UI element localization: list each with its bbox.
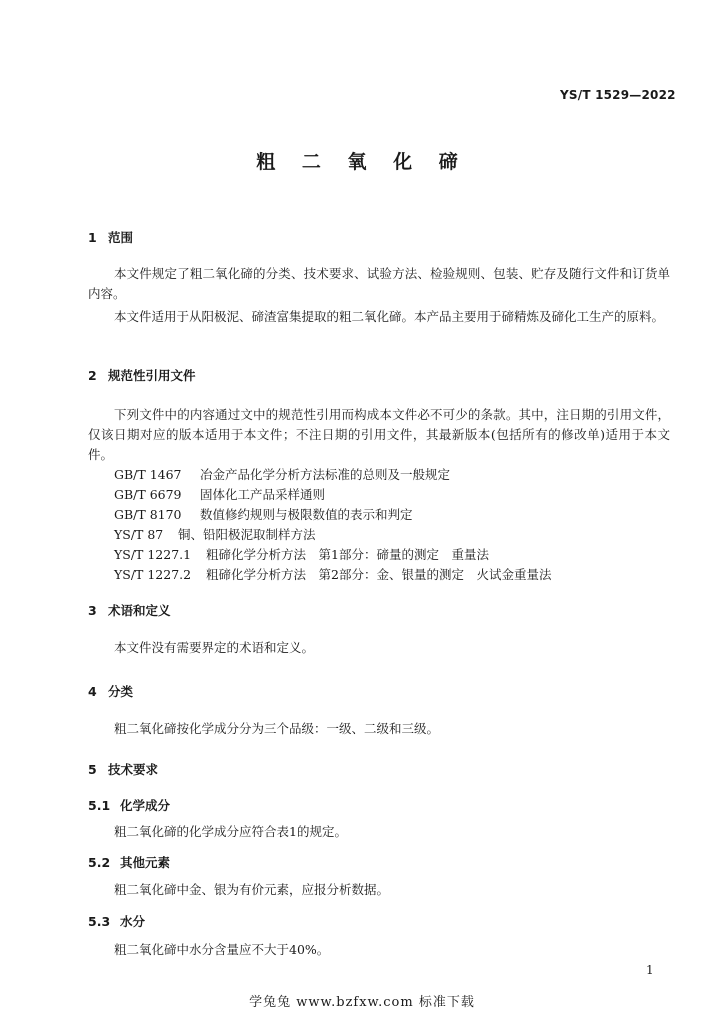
paragraph: 粗二氧化碲按化学成分分为三个品级：一级、二级和三级。	[114, 721, 440, 736]
subsection-number: 5.3	[88, 914, 111, 929]
standard-number: YS/T 1529—2022	[560, 88, 676, 102]
section-3-heading	[88, 601, 171, 619]
section-title: 技术要求	[108, 762, 159, 777]
subsection-number: 5.2	[88, 855, 111, 870]
document-title: 粗 二 氧 化 碲	[256, 151, 468, 173]
reference-item	[114, 465, 450, 483]
subsection-title: 其他元素	[120, 855, 171, 870]
subsection-5-2-heading	[88, 853, 170, 871]
subsection-title: 化学成分	[120, 798, 171, 813]
section-title: 分类	[108, 684, 134, 699]
paragraph: 本文件规定了粗二氧化碲的分类、技术要求、试验方法、检验规则、包装、贮存及随行文件和订货单内容。	[88, 266, 670, 301]
subsection-number: 5.1	[88, 798, 111, 813]
footer-watermark: 学兔兔 www.bzfxw.com 标准下载	[249, 995, 475, 1010]
section-number: 3	[88, 603, 97, 618]
section-4-heading	[88, 682, 133, 700]
reference-title: 数值修约规则与极限数值的表示和判定	[200, 507, 413, 522]
reference-code: GB/T 8170	[114, 507, 182, 522]
section-title: 范围	[108, 230, 134, 245]
section-number: 2	[88, 368, 97, 383]
page-number: 1	[646, 963, 654, 977]
reference-item	[114, 545, 489, 563]
reference-code: YS/T 1227.1	[114, 547, 192, 562]
reference-title: 冶金产品化学分析方法标准的总则及一般规定	[200, 467, 451, 482]
paragraph: 下列文件中的内容通过文中的规范性引用而构成本文件必不可少的条款。其中，注日期的引用文件，仅该日期对应的版本适用于本文件；不注日期的引用文件，其最新版本(包括所有的修改单)适用于本文件。	[88, 407, 670, 462]
reference-title: 铜、铅阳极泥取制样方法	[178, 527, 316, 542]
reference-code: GB/T 6679	[114, 487, 182, 502]
reference-title: 粗碲化学分析方法 第2部分：金、银量的测定 火试金重量法	[206, 567, 552, 582]
subsection-5-3-heading	[88, 912, 145, 930]
section-2-heading	[88, 366, 196, 384]
reference-item	[114, 525, 316, 543]
reference-item	[114, 505, 413, 523]
reference-item	[114, 565, 551, 583]
section-1-heading	[88, 228, 133, 246]
section-number: 5	[88, 762, 97, 777]
section-title: 术语和定义	[108, 603, 171, 618]
reference-title: 粗碲化学分析方法 第1部分：碲量的测定 重量法	[206, 547, 489, 562]
paragraph: 本文件没有需要界定的术语和定义。	[114, 640, 315, 655]
reference-item	[114, 485, 325, 503]
section-title: 规范性引用文件	[108, 368, 196, 383]
paragraph: 粗二氧化碲的化学成分应符合表1的规定。	[114, 824, 347, 839]
reference-code: GB/T 1467	[114, 467, 182, 482]
subsection-title: 水分	[120, 914, 146, 929]
reference-code: YS/T 87	[114, 527, 164, 542]
section-number: 1	[88, 230, 97, 245]
paragraph: 本文件适用于从阳极泥、碲渣富集提取的粗二氧化碲。本产品主要用于碲精炼及碲化工生产的原料。	[114, 309, 665, 324]
section-number: 4	[88, 684, 97, 699]
subsection-5-1-heading	[88, 796, 170, 814]
reference-title: 固体化工产品采样通则	[200, 487, 326, 502]
paragraph: 粗二氧化碲中水分含量应不大于40%。	[114, 942, 330, 957]
reference-code: YS/T 1227.2	[114, 567, 192, 582]
paragraph: 粗二氧化碲中金、银为有价元素，应报分析数据。	[114, 882, 390, 897]
section-5-heading	[88, 760, 158, 778]
